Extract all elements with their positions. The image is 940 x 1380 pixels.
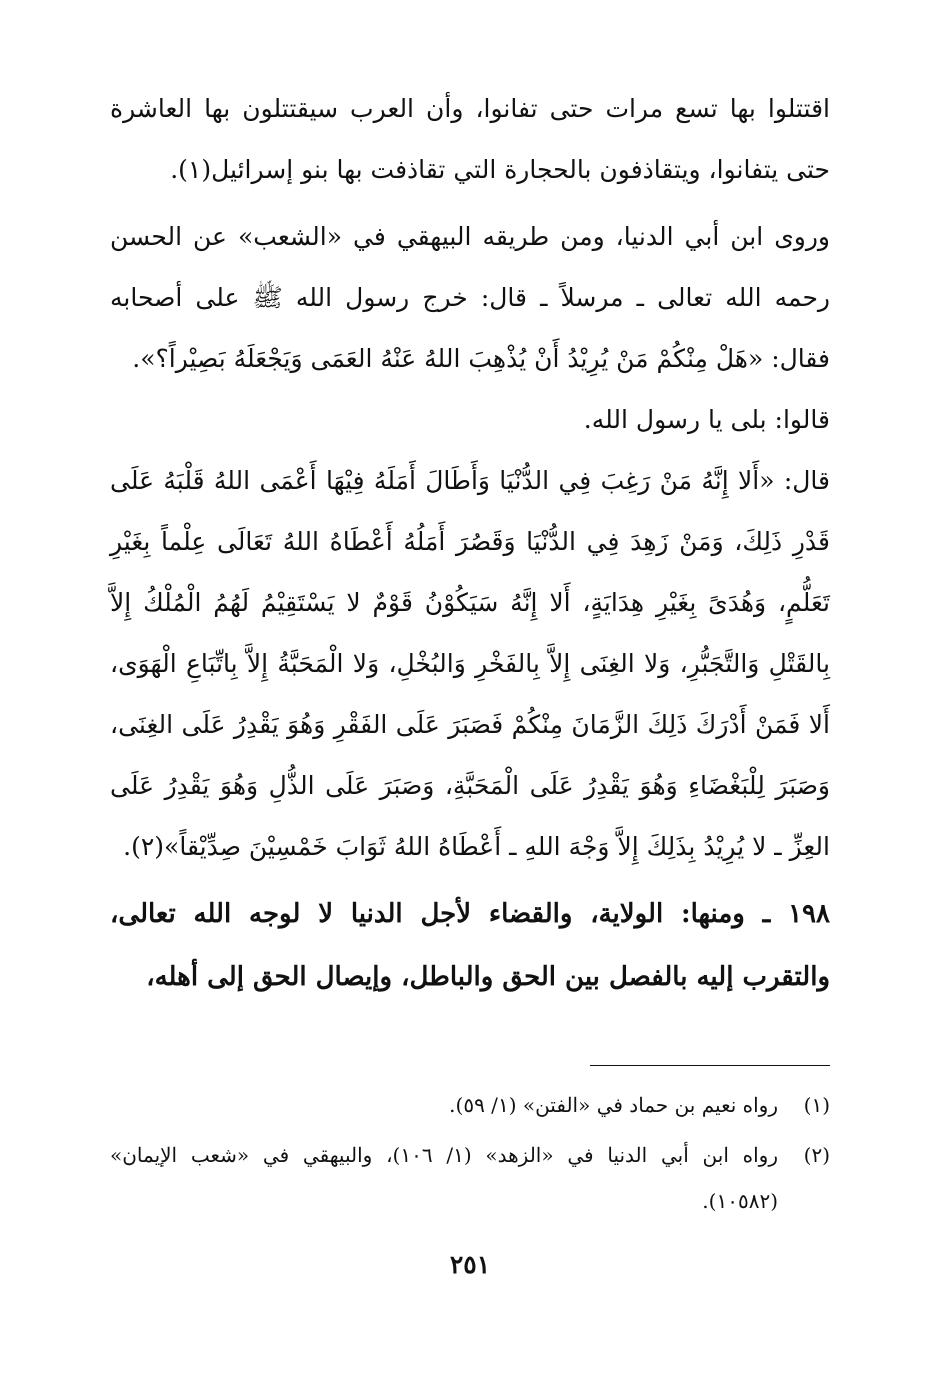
footnote-number: (٢) bbox=[803, 1143, 830, 1167]
paragraph-narration: وروى ابن أبي الدنيا، ومن طريقه البيهقي في «الشعب» عن الحسن رحمه الله تعالى ـ مرسلاً ـ قال: خرج رسول الله ﷺ على أصحابه فقال: «هَلْ مِنْكُمْ مَنْ يُرِيْدُ أَنْ يُذْهِبَ اللهُ عَنْهُ العَمَى وَيَجْعَلَهُ بَصِيْراً؟». bbox=[110, 222, 830, 373]
footnote-divider bbox=[590, 1065, 830, 1066]
paragraph-hadith-text: قال: «أَلا إِنَّهُ مَنْ رَغِبَ فِي الدُّنْيَا وَأَطَالَ أَمَلَهُ فِيْهَا أَعْمَى اللهُ قَلْبَهُ عَلَى قَدْرِ ذَلِكَ، وَمَنْ زَهِدَ فِي الدُّنْيَا وَقَصُرَ أَمَلُهُ أَعْطَاهُ اللهُ تَعَالَى عِلْماً بِغَيْرِ تَعَلُّمٍ، وَهُدَىً بِغَيْرِ هِدَايَةٍ، أَلا إِنَّهُ سَيَكُوْنُ قَوْمٌ لا يَسْتَقِيْمُ لَهُمُ الْمُلْكُ إِلاَّ بِالقَتْلِ وَالتَّجَبُّرِ، وَلا الغِنَى إِلاَّ بِالفَخْرِ وَالبُخْلِ، وَلا الْمَحَبَّةُ إِلاَّ بِاتِّبَاعِ الْهَوَى، أَلا فَمَنْ أَدْرَكَ ذَلِكَ الزَّمَانَ مِنْكُمْ فَصَبَرَ عَلَى الفَقْرِ وَهُوَ يَقْدِرُ عَلَى الغِنَى، وَصَبَرَ لِلْبَغْضَاءِ وَهُوَ يَقْدِرُ عَلَى الْمَحَبَّةِ، وَصَبَرَ عَلَى الذُّلِ وَهُوَ يَقْدِرُ عَلَى العِزِّ ـ لا يُرِيْدُ بِذَلِكَ إِلاَّ وَجْهَ اللهِ ـ أَعْطَاهُ اللهُ ثَوَابَ خَمْسِيْنَ صِدِّيْقاً»(٢). bbox=[110, 466, 830, 861]
paragraph-section-198: ١٩٨ ـ ومنها: الولاية، والقضاء لأجل الدنيا لا لوجه الله تعالى، والتقرب إليه بالفصل بين الحق والباطل، وإيصال الحق إلى أهله، bbox=[110, 899, 830, 992]
footnote-1 bbox=[110, 1082, 830, 1128]
paragraph-reply: قالوا: بلى يا رسول الله. bbox=[583, 405, 830, 434]
footnote-text: رواه ابن أبي الدنيا في «الزهد» (١/ ١٠٦)، والبيهقي في «شعب الإيمان» (١٠٥٨٢). bbox=[110, 1143, 778, 1213]
footnote-number: (١) bbox=[803, 1093, 830, 1117]
footnote-text: رواه نعيم بن حماد في «الفتن» (١/ ٥٩). bbox=[449, 1093, 778, 1117]
footnote-2 bbox=[110, 1132, 830, 1224]
paragraph-hadith-intro: اقتتلوا بها تسع مرات حتى تفانوا، وأن العرب سيقتتلون بها العاشرة حتى يتفانوا، ويتقاذفون بالحجارة التي تقاذفت بها بنو إسرائيل(١). bbox=[110, 94, 830, 184]
footnotes bbox=[110, 1082, 830, 1228]
main-text bbox=[110, 78, 830, 1009]
page-number: ٢٥١ bbox=[449, 1250, 491, 1279]
